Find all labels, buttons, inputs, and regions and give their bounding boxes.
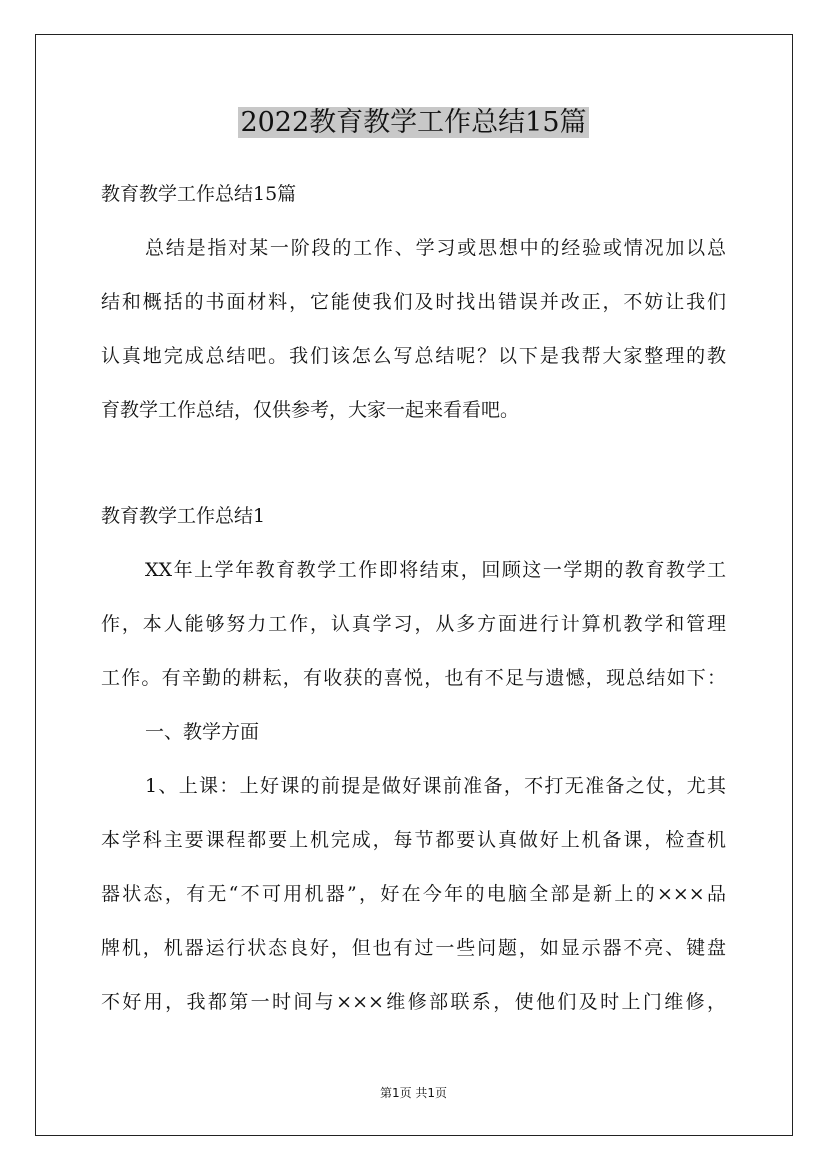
section-line: XX年上学年教育教学工作即将结束，回顾这一学期的教育教学工: [145, 559, 726, 581]
section-heading: 教育教学工作总结1: [101, 505, 266, 527]
intro-line: 结和概括的书面材料，它能使我们及时找出错误并改正，不妨让我们: [101, 291, 726, 313]
intro-line: 育教学工作总结，仅供参考，大家一起来看看吧。: [101, 399, 520, 421]
item-line: 牌机，机器运行状态良好，但也有过一些问题，如显示器不亮、键盘: [101, 937, 726, 959]
section-line: 工作。有辛勤的耕耘，有收获的喜悦，也有不足与遗憾，现总结如下：: [101, 667, 726, 689]
document-subtitle: 教育教学工作总结15篇: [101, 183, 297, 205]
document-title: [0, 101, 827, 145]
item-line: 不好用，我都第一时间与×××维修部联系，使他们及时上门维修，: [101, 991, 726, 1013]
intro-line: 认真地完成总结吧。我们该怎么写总结呢？以下是我帮大家整理的教: [101, 345, 726, 367]
document-body: [101, 174, 726, 1022]
item-line: 1、上课：上好课的前提是做好课前准备，不打无准备之仗，尤其: [145, 775, 726, 797]
subheading: 一、教学方面: [145, 721, 260, 743]
intro-line: 总结是指对某一阶段的工作、学习或思想中的经验或情况加以总: [145, 237, 726, 259]
item-line: 本学科主要课程都要上机完成，每节都要认真做好上机备课，检查机: [101, 829, 726, 851]
section-line: 作，本人能够努力工作，认真学习，从多方面进行计算机教学和管理: [101, 613, 726, 635]
page-footer: 第1页 共1页: [379, 1086, 448, 1100]
document-title-text: 2022教育教学工作总结15篇: [240, 107, 587, 138]
item-line: 器状态，有无“不可用机器”，好在今年的电脑全部是新上的×××品: [101, 883, 726, 905]
